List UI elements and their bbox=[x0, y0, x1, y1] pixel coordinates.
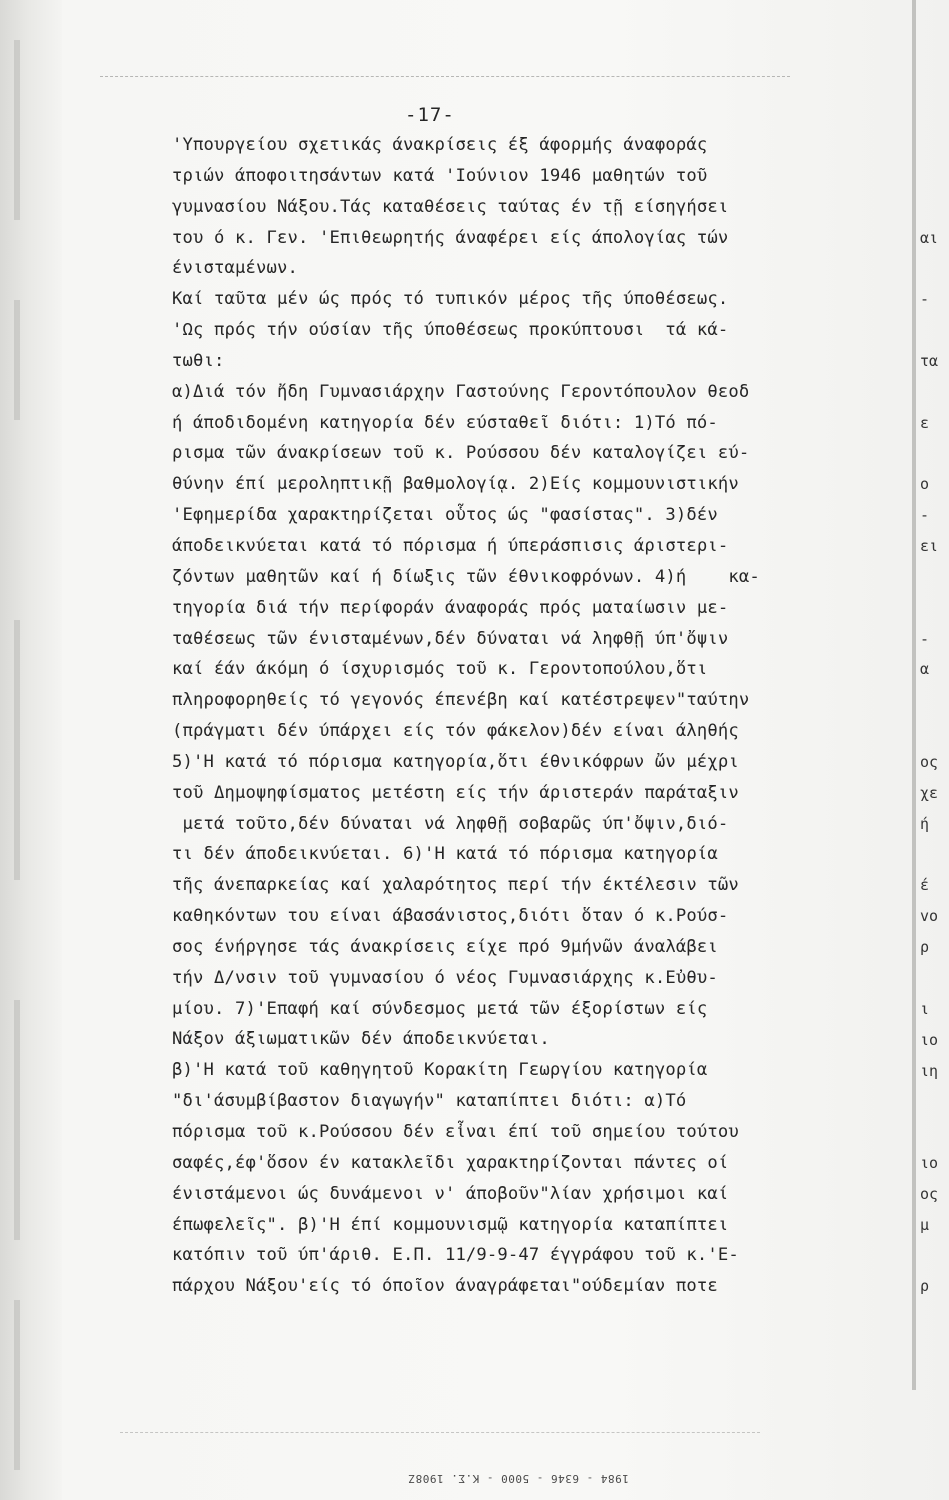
text-line: κατόπιν τοῦ ύπ'άριθ. Ε.Π. 11/9-9-47 έγγράφου τοῦ κ.'Ε- bbox=[172, 1245, 739, 1266]
margin-fragment: ρ bbox=[920, 938, 930, 957]
margin-fragment: ος bbox=[920, 1184, 939, 1203]
margin-fragment: έ bbox=[920, 876, 930, 895]
text-line: Νάξον άξιωματικῶν δέν άποδεικνύεται. bbox=[172, 1029, 550, 1050]
text-line: έπωφελεῖς". β)'Η έπί κομμουνισμῷ κατηγορία καταπίπτει bbox=[172, 1214, 729, 1235]
text-line: τριών άποφοιτησάντων κατά 'Ιούνιον 1946 μαθητών τοῦ bbox=[172, 165, 708, 186]
page-number: -17- bbox=[405, 104, 455, 126]
text-line: "δι'άσυμβίβαστον διαγωγήν" καταπίπτει διότι: α)Τό bbox=[172, 1091, 687, 1112]
margin-fragment: χε bbox=[920, 783, 939, 802]
text-line: 5)'Η κατά τό πόρισμα κατηγορία,ὅτι έθνικόφρων ὤν μέχρι bbox=[172, 751, 739, 772]
text-line: ένιστάμενοι ώς δυνάμενοι ν' άποβοῦν"λίαν χρήσιμοι καί bbox=[172, 1183, 729, 1204]
text-line: τι δέν άποδεικνύεται. 6)'Η κατά τό πόρισμα κατηγορία bbox=[172, 844, 718, 865]
margin-fragment: τα bbox=[920, 351, 939, 370]
text-line: ρισμα τῶν άνακρίσεων τοῦ κ. Ρούσσου δέν καταλογίζει εύ- bbox=[172, 443, 750, 464]
margin-fragment: ιο bbox=[920, 1154, 939, 1173]
margin-fragment: ο bbox=[920, 475, 930, 494]
text-line: τοῦ Δημοψηφίσματος μετέστη είς τήν άριστεράν παράταξιν bbox=[172, 782, 739, 803]
text-line: τῆς άνεπαρκείας καί χαλαρότητος περί τήν έκτέλεσιν τῶν bbox=[172, 875, 739, 896]
printer-imprint: 1984 - 6346 - 5000 - Κ.Σ. 1908Ζ bbox=[408, 1472, 629, 1485]
adjacent-page-fragment bbox=[916, 0, 949, 1500]
text-line: μίου. 7)'Επαφή καί σύνδεσμος μετά τῶν έξορίστων είς bbox=[172, 998, 708, 1019]
text-line: άποδεικνύεται κατά τό πόρισμα ή ύπεράσπισις άριστερι- bbox=[172, 535, 729, 556]
text-line: ένισταμένων. bbox=[172, 258, 298, 279]
margin-fragment: - bbox=[920, 290, 930, 309]
margin-fragment: - bbox=[920, 506, 930, 525]
text-line: θύνην έπί μεροληπτικῇ βαθμολογίᾳ. 2)Είς κομμουνιστικήν bbox=[172, 474, 739, 495]
text-line: β)'Η κατά τοῦ καθηγητοῦ Κορακίτη Γεωργίου κατηγορία bbox=[172, 1060, 708, 1081]
margin-fragment: ιο bbox=[920, 1030, 939, 1049]
margin-fragment: α bbox=[920, 660, 930, 679]
text-line: ζόντων μαθητῶν καί ή δίωξις τῶν έθνικοφρόνων. 4)ή κα- bbox=[172, 566, 760, 587]
bleed-mark bbox=[14, 1000, 20, 1240]
text-line: πάρχου Νάξου'είς τό όποῖον άναγράφεται"ούδεμίαν ποτε bbox=[172, 1276, 718, 1297]
text-line: του ό κ. Γεν. 'Επιθεωρητής άναφέρει είς άπολογίας τών bbox=[172, 227, 729, 248]
margin-fragment: vo bbox=[920, 907, 939, 926]
text-line: 'Ως πρός τήν ούσίαν τῆς ύποθέσεως προκύπτουσι τά κά- bbox=[172, 320, 729, 341]
bleed-mark bbox=[14, 40, 20, 220]
text-line: 'Εφημερίδα χαρακτηρίζεται οὗτος ώς "φασίστας". 3)δέν bbox=[172, 505, 718, 526]
margin-fragment: - bbox=[920, 629, 930, 648]
text-line: πόρισμα τοῦ κ.Ρούσσου δέν εἶναι έπί τοῦ σημείου τούτου bbox=[172, 1122, 739, 1142]
text-line: μετά τοῦτο,δέν δύναται νά ληφθῇ σοβαρῶς ύπ'ὄψιν,διό- bbox=[172, 813, 729, 834]
margin-fragment: μ bbox=[920, 1215, 930, 1234]
margin-fragment: ρ bbox=[920, 1277, 930, 1296]
margin-fragment: ος bbox=[920, 753, 939, 771]
text-line: (πράγματι δέν ύπάρχει είς τόν φάκελον)δέν είναι άληθής bbox=[172, 721, 739, 742]
text-line: τήν Δ/νσιν τοῦ γυμνασίου ό νέος Γυμνασιάρχης κ.Εὐθυ- bbox=[172, 967, 718, 988]
text-line: τηγορία διά τήν περίφοράν άναφοράς πρός ματαίωσιν με- bbox=[172, 597, 729, 618]
text-line: 'Υπουργείου σχετικάς άνακρίσεις έξ άφορμής άναφοράς bbox=[172, 135, 708, 155]
typed-body-text bbox=[172, 130, 912, 1302]
margin-fragment: ι bbox=[920, 999, 930, 1018]
text-line: Καί ταῦτα μέν ώς πρός τό τυπικόν μέρος τῆς ύποθέσεως. bbox=[172, 289, 729, 310]
margin-fragment: ή bbox=[920, 814, 930, 833]
bottom-rule bbox=[120, 1432, 760, 1434]
text-line: πληροφορηθείς τό γεγονός έπενέβη καί κατέστρεψεν"ταύτην bbox=[172, 690, 750, 711]
bleed-mark bbox=[14, 620, 20, 880]
left-margin-bleed bbox=[0, 0, 62, 1500]
margin-fragment: αι bbox=[920, 228, 939, 247]
bleed-mark bbox=[14, 300, 20, 420]
margin-fragment: ε bbox=[920, 413, 930, 432]
text-line: σαφές,έφ'ὅσον έν κατακλεῖδι χαρακτηρίζονται πάντες οί bbox=[172, 1152, 729, 1173]
text-line: γυμνασίου Νάξου.Τάς καταθέσεις ταύτας έν τῇ είσηγήσει bbox=[172, 196, 729, 217]
bleed-mark bbox=[14, 1300, 20, 1470]
top-rule bbox=[100, 76, 790, 78]
text-line: α)Διά τόν ἤδη Γυμνασιάρχην Γαστούνης Γεροντόπουλον θεοδ bbox=[172, 381, 750, 402]
text-line: καί έάν άκόμη ό ίσχυρισμός τοῦ κ. Γεροντοπούλου,ὅτι bbox=[172, 659, 708, 680]
text-line: τωθι: bbox=[172, 350, 225, 371]
margin-fragment: ιη bbox=[920, 1061, 939, 1080]
text-line: καθηκόντων του είναι άβασάνιστος,διότι ὅταν ό κ.Ρούσ- bbox=[172, 906, 729, 927]
text-line: ή άποδιδομένη κατηγορία δέν εύσταθεῖ διότι: 1)Τό πό- bbox=[172, 412, 718, 433]
text-line: ταθέσεως τῶν ένισταμένων,δέν δύναται νά ληφθῇ ύπ'ὄψιν bbox=[172, 628, 729, 649]
text-line: σος ένήργησε τάς άνακρίσεις είχε πρό 9μήνῶν άναλάβει bbox=[172, 936, 718, 957]
margin-fragment: ει bbox=[920, 537, 939, 556]
